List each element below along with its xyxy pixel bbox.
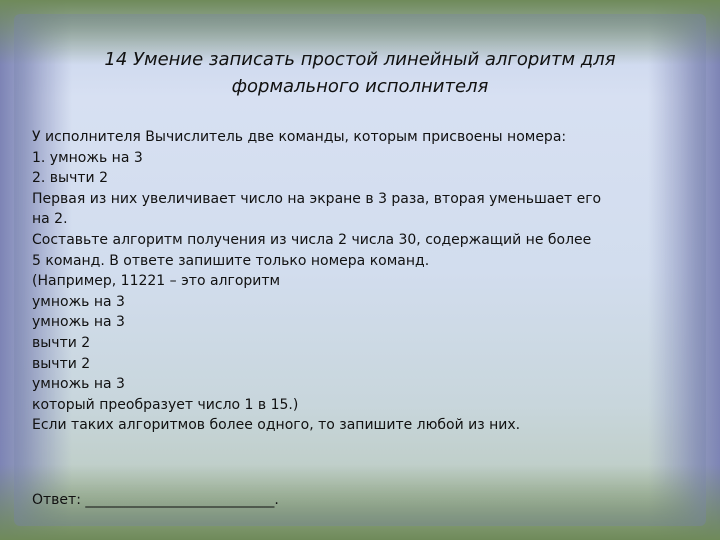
- title-line: формального исполнителя: [231, 76, 489, 97]
- title-line: 14 Умение записать простой линейный алгоритм для: [104, 49, 616, 70]
- task-text: [32, 127, 652, 436]
- text-line: 5 команд. В ответе запишите только номера команд.: [32, 252, 430, 269]
- text-line: который преобразует число 1 в 15.): [32, 396, 299, 413]
- text-line: умножь на 3: [32, 376, 125, 393]
- answer-line: Ответ: ___________________________.: [32, 492, 279, 508]
- text-line: умножь на 3: [32, 314, 125, 331]
- text-line: Если таких алгоритмов более одного, то запишите любой из них.: [32, 417, 521, 434]
- text-line: У исполнителя Вычислитель две команды, которым присвоены номера:: [32, 129, 567, 145]
- text-line: умножь на 3: [32, 293, 125, 310]
- slide-title: [60, 46, 660, 100]
- text-line: 1. умножь на 3: [32, 149, 143, 166]
- text-line: 2. вычти 2: [32, 170, 108, 187]
- text-line: на 2.: [32, 211, 68, 228]
- text-line: Первая из них увеличивает число на экране в 3 раза, вторая уменьшает его: [32, 190, 602, 207]
- text-line: вычти 2: [32, 355, 91, 372]
- text-line: Составьте алгоритм получения из числа 2 числа 30, содержащий не более: [32, 231, 592, 248]
- text-line: (Например, 11221 – это алгоритм: [32, 273, 281, 290]
- text-line: вычти 2: [32, 334, 91, 351]
